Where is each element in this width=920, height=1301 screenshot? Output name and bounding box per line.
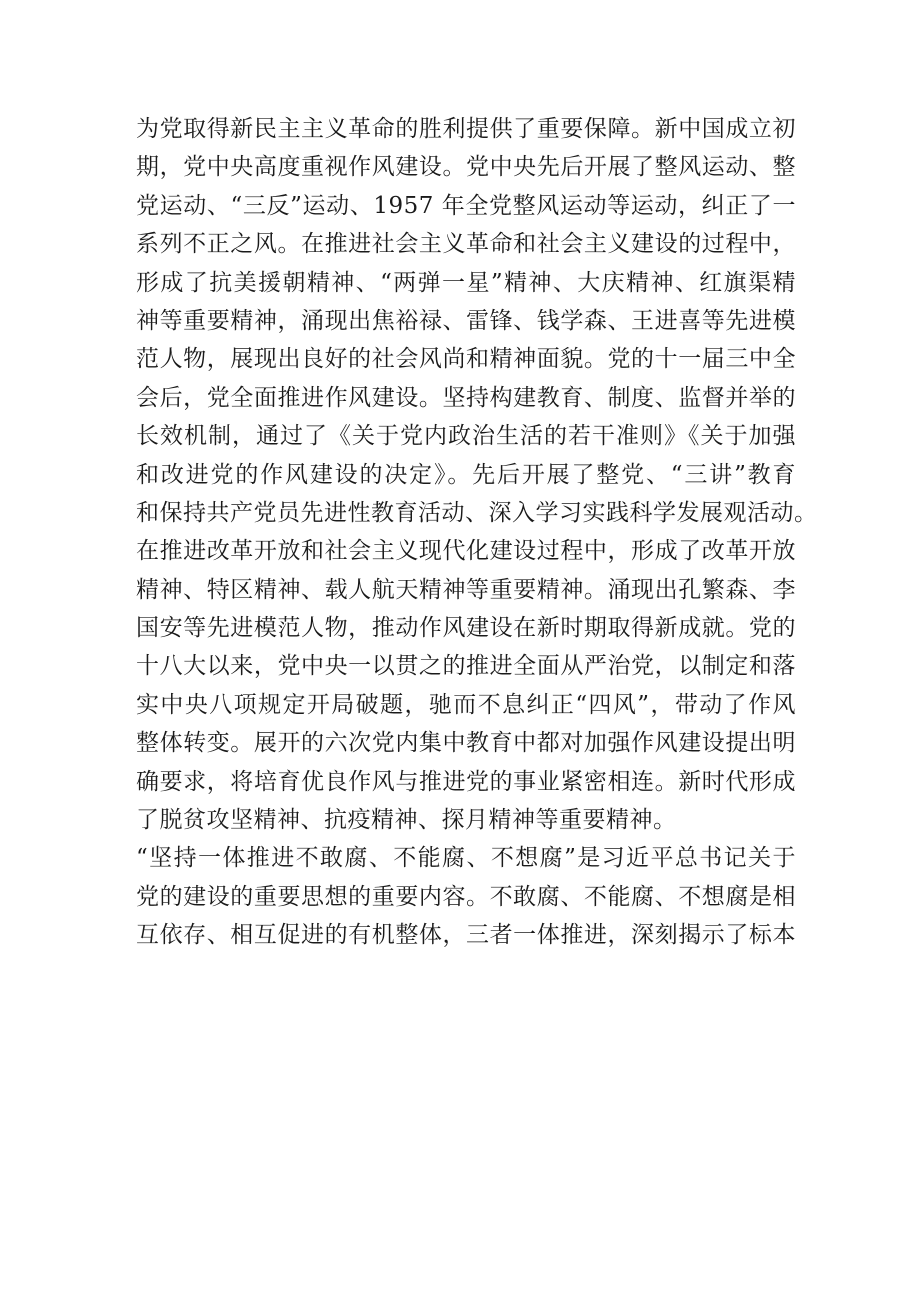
text-line: 和保持共产党员先进性教育活动、深入学习实践科学发展观活动。 xyxy=(136,499,818,526)
text-line: 在推进改革开放和社会主义现代化建设过程中，形成了改革开放 xyxy=(136,538,796,565)
text-line: 长效机制，通过了《关于党内政治生活的若干准则》《关于加强 xyxy=(136,423,796,450)
text-line: 确要求，将培育优良作风与推进党的事业紧密相连。新时代形成 xyxy=(136,768,796,795)
text-line: “坚持一体推进不敢腐、不能腐、不想腐”是习近平总书记关于 xyxy=(136,845,796,872)
text-line: 整体转变。展开的六次党内集中教育中都对加强作风建设提出明 xyxy=(136,730,796,757)
text-line: 国安等先进模范人物，推动作风建设在新时期取得新成就。党的 xyxy=(136,615,796,642)
text-line: 为党取得新民主主义革命的胜利提供了重要保障。新中国成立初 xyxy=(136,116,796,142)
text-line: 实中央八项规定开局破题，驰而不息纠正“四风”，带动了作风 xyxy=(136,691,796,718)
text-line: 党的建设的重要思想的重要内容。不敢腐、不能腐、不想腐是相 xyxy=(136,883,796,910)
text-line: 形成了抗美援朝精神、“两弹一星”精神、大庆精神、红旗渠精 xyxy=(136,269,796,296)
text-line: 十八大以来，党中央一以贯之的推进全面从严治党，以制定和落 xyxy=(136,653,796,680)
text-line: 神等重要精神，涌现出焦裕禄、雷锋、钱学森、王进喜等先进模 xyxy=(136,307,796,334)
text-line: 期，党中央高度重视作风建设。党中央先后开展了整风运动、整 xyxy=(136,154,796,181)
text-line: 了脱贫攻坚精神、抗疫精神、探月精神等重要精神。 xyxy=(136,807,677,834)
text-line: 精神、特区精神、载人航天精神等重要精神。涌现出孔繁森、李 xyxy=(136,576,796,603)
text-line: 和改进党的作风建设的决定》。先后开展了整党、“三讲”教育 xyxy=(136,461,796,488)
text-line: 会后，党全面推进作风建设。坚持构建教育、制度、监督并举的 xyxy=(136,384,796,411)
text-line: 范人物，展现出良好的社会风尚和精神面貌。党的十一届三中全 xyxy=(136,346,796,373)
body-text xyxy=(136,110,818,955)
text-line: 互依存、相互促进的有机整体，三者一体推进，深刻揭示了标本 xyxy=(136,922,796,949)
text-line: 系列不正之风。在推进社会主义革命和社会主义建设的过程中， xyxy=(136,231,796,258)
text-line: 党运动、“三反”运动、1957 年全党整风运动等运动，纠正了一 xyxy=(136,192,796,219)
